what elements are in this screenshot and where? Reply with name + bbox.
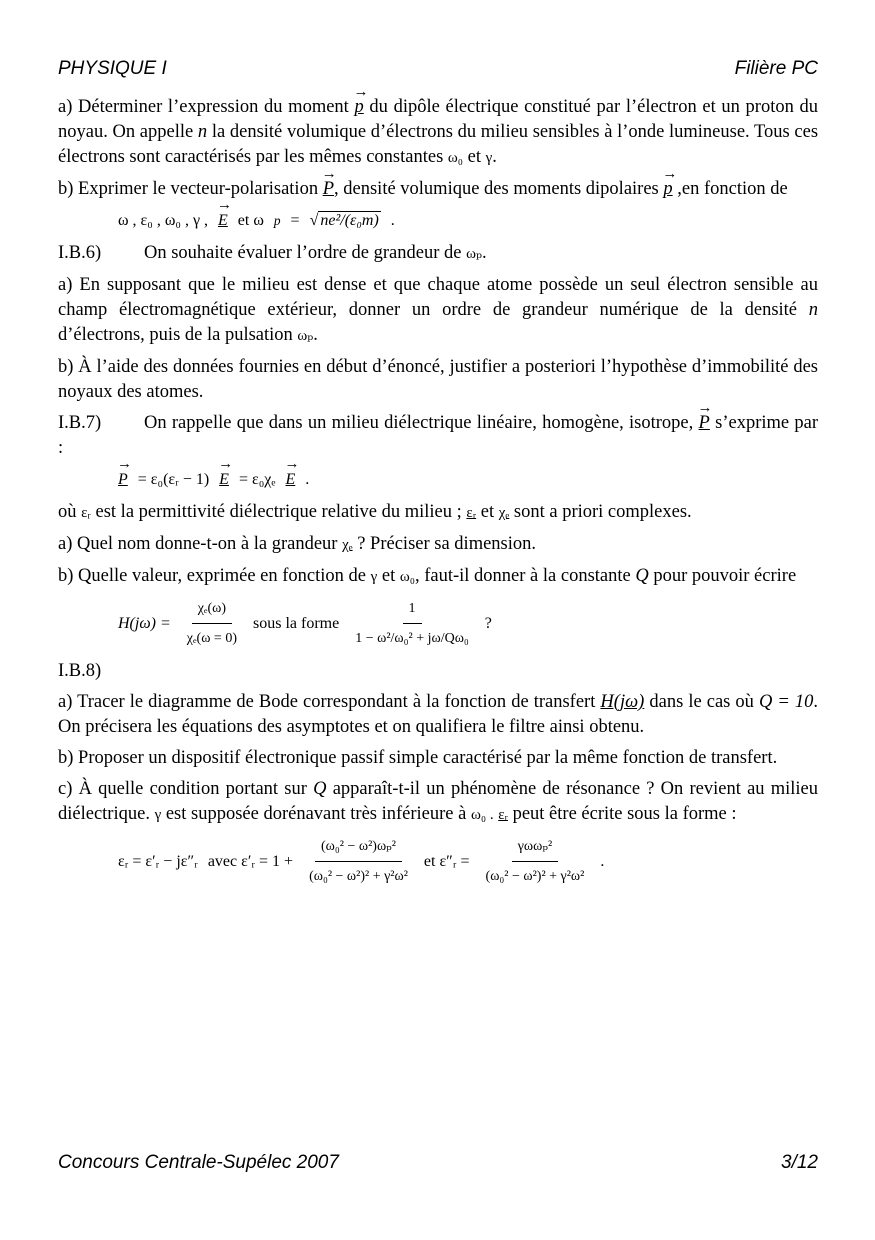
paragraph-c-resonance: c) À quelle condition portant sur Q apparaît-t-il un phénomène de résonance ? On revient au milieu diélectrique. γ est supposée dorénavant très inférieure à ω₀ . εᵣ peut être écrite sous la forme : — [58, 779, 819, 824]
paragraph-a-moment: a) Déterminer l’expression du moment → p du dipôle électrique constitué par l’électron et un proton du noyau. On appelle n la densité volumique d’électrons du milieu sensibles à l’onde lumineuse. Tous ces électrons sont caractérisés par les mêmes constantes ω₀ et γ. — [58, 95, 818, 171]
section-ib8: I.B.8) — [58, 661, 102, 681]
page-body — [58, 95, 818, 897]
paragraph-a-density: a) En supposant que le milieu est dense et que chaque atome possède un seul électron sensible au champ électromagnétique extérieur, donner un ordre de grandeur numérique de la densité n d’électrons, puis de la pulsation ωₚ. — [58, 275, 818, 345]
paragraph-a-chi: a) Quel nom donne-t-on à la grandeur χₑ ? Préciser sa dimension. — [58, 534, 537, 554]
section-ib6: I.B.6) On souhaite évaluer l’ordre de grandeur de ωₚ. — [58, 243, 487, 263]
paragraph-b-circuit: b) Proposer un dispositif électronique passif simple caractérisé par la même fonction de transfert. — [58, 748, 778, 768]
paragraph-b-nuclei: b) À l’aide des données fournies en début d’énoncé, justifier a posteriori l’hypothèse d’immobilité des noyaux des atomes. — [58, 357, 818, 402]
paragraph-b-Q: b) Quelle valeur, exprimée en fonction de γ et ω₀, faut-il donner à la constante Q pour pouvoir écrire — [58, 566, 797, 586]
paragraph-b-polarisation: b) Exprimer le vecteur-polarisation → P, densité volumique des moments dipolaires → p ,en fonction de — [58, 177, 818, 202]
paragraph-permittivity: où εᵣ est la permittivité diélectrique relative du milieu ; εᵣ et χₑ sont a priori complexes. — [58, 502, 692, 522]
footer-right: 3/12 — [781, 1152, 818, 1173]
equation-polarisation: → P = ε₀(εᵣ − 1) → E = ε₀χₑ → E . — [118, 467, 818, 492]
footer-left: Concours Centrale-Supélec 2007 — [58, 1152, 339, 1173]
equation-transfer: H(jω) = $\frac{\text{χₑ(ω)}}{\text{χₑ(ω = 0)}}$ sous la forme $\frac{1}{\text{1 − ω²/ω₀² + jω/Qω₀}}$ ? — [118, 596, 818, 651]
equation-variables: ω , ε₀ , ω₀ , γ , → E et ω p = √ ne²/(ε₀m) . — [118, 208, 818, 233]
paragraph-a-bode: a) Tracer le diagramme de Bode correspondant à la fonction de transfert H(jω) dans le cas où Q = 10. On précisera les équations des asymptotes et on qualifiera le filtre ainsi obtenu. — [58, 692, 819, 737]
header-right: Filière PC — [734, 58, 818, 79]
equation-epsilon: εᵣ = ε′ᵣ − jε″ᵣ avec ε′ᵣ = 1 + $\frac{\text{(ω₀² − ω²)ωₚ²}}{\text{(ω₀² − ω²)² + γ²ω²}}$ et ε″ᵣ = $\frac{\text{γωωₚ²}}{\text{(ω₀² − ω²)² + γ²ω²}}$ . — [118, 834, 818, 889]
header-left: PHYSIQUE I — [58, 58, 167, 79]
section-ib7: I.B.7) On rappelle que dans un milieu diélectrique linéaire, homogène, isotrope, → P s’exprime par : — [58, 411, 818, 461]
